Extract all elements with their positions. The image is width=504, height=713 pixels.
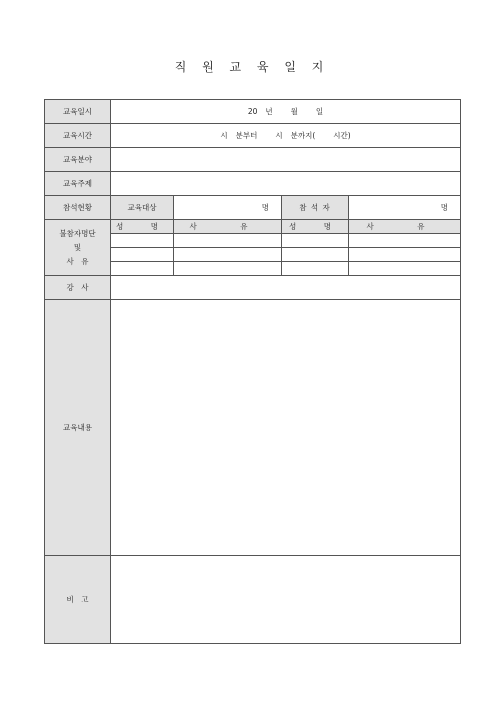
label-edu-topic: 교육주제 xyxy=(45,172,111,196)
row-remarks xyxy=(45,556,461,644)
absentee-name-cell[interactable] xyxy=(111,234,174,248)
page-title: 직 원 교 육 일 지 xyxy=(174,60,330,74)
field-instructor[interactable] xyxy=(111,276,461,300)
label-edu-content: 교육내용 xyxy=(45,300,111,556)
row-topic xyxy=(45,172,461,196)
time-hour-end: 시 xyxy=(275,131,283,140)
time-hours: 시간) xyxy=(333,131,351,140)
field-edu-field[interactable] xyxy=(111,148,461,172)
absentees-label-line2: 및 xyxy=(73,242,82,252)
label-edu-field: 교육분야 xyxy=(45,148,111,172)
absentee-name-cell[interactable] xyxy=(282,262,349,276)
label-instructor: 강 사 xyxy=(45,276,111,300)
field-edu-content[interactable] xyxy=(111,300,461,556)
date-year: 20 xyxy=(247,107,258,116)
absentee-name-cell[interactable] xyxy=(111,248,174,262)
training-log-form xyxy=(44,99,461,644)
row-time xyxy=(45,124,461,148)
absentee-name-cell[interactable] xyxy=(282,248,349,262)
row-field xyxy=(45,148,461,172)
col-header-name-2: 성 명 xyxy=(282,220,349,234)
absentee-reason-cell[interactable] xyxy=(174,262,282,276)
date-year-unit: 년 xyxy=(265,107,273,116)
row-attendance xyxy=(45,196,461,220)
field-edu-target-count[interactable]: 명 xyxy=(174,196,282,220)
row-content xyxy=(45,300,461,556)
label-attendance: 참석현황 xyxy=(45,196,111,220)
field-remarks[interactable] xyxy=(111,556,461,644)
absentee-reason-cell[interactable] xyxy=(349,248,461,262)
label-absentees xyxy=(45,220,111,276)
label-attendees: 참 석 자 xyxy=(282,196,349,220)
label-edu-time: 교육시간 xyxy=(45,124,111,148)
date-day-unit: 일 xyxy=(315,107,324,116)
col-header-name: 성 명 xyxy=(111,220,174,234)
absentees-label-line3: 사 유 xyxy=(66,256,89,266)
absentee-name-cell[interactable] xyxy=(282,234,349,248)
row-instructor xyxy=(45,276,461,300)
field-edu-date[interactable] xyxy=(111,100,461,124)
absentee-reason-cell[interactable] xyxy=(349,234,461,248)
field-attendee-count[interactable]: 명 xyxy=(349,196,461,220)
time-until: 분까지( xyxy=(290,131,316,140)
absentee-reason-cell[interactable] xyxy=(349,262,461,276)
row-date xyxy=(45,100,461,124)
label-remarks: 비 고 xyxy=(45,556,111,644)
absentee-reason-cell[interactable] xyxy=(174,248,282,262)
field-edu-time[interactable] xyxy=(111,124,461,148)
absentee-name-cell[interactable] xyxy=(111,262,174,276)
label-edu-target: 교육대상 xyxy=(111,196,174,220)
time-hour-start: 시 xyxy=(220,131,228,140)
date-month-unit: 월 xyxy=(290,107,298,116)
row-absentee-header xyxy=(45,220,461,234)
col-header-reason: 사 유 xyxy=(174,220,282,234)
absentee-reason-cell[interactable] xyxy=(174,234,282,248)
label-edu-date: 교육일시 xyxy=(45,100,111,124)
time-from: 분부터 xyxy=(235,131,258,140)
col-header-reason-2: 사 유 xyxy=(349,220,461,234)
absentees-label-line1: 불참자명단 xyxy=(59,228,96,238)
field-edu-topic[interactable] xyxy=(111,172,461,196)
